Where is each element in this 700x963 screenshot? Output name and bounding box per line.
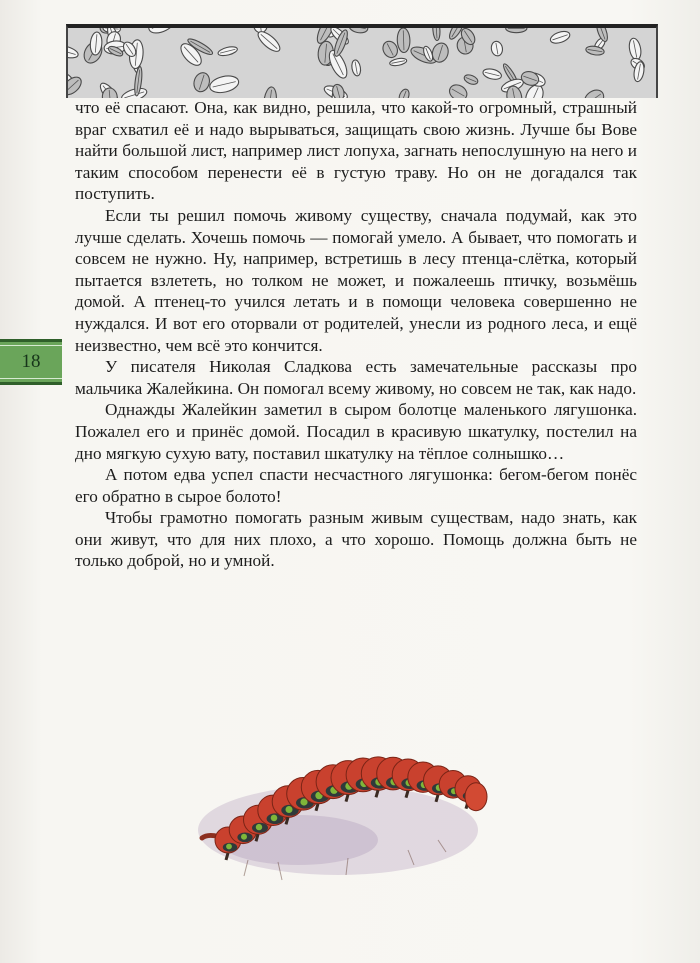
caterpillar-leg: [226, 853, 228, 860]
paragraph-5: А потом едва успел спасти несчастного лягушонка: бегом-бегом понёс его обратно в сырое болото!: [75, 465, 637, 506]
caterpillar-leg: [436, 795, 438, 802]
paragraph-3: У писателя Николая Сладкова есть замечательные рассказы про мальчика Жалейкина. Он помогал всему живому, но совсем не так, как надо.: [75, 357, 637, 398]
leaf-pattern-image: [68, 28, 656, 98]
caterpillar-spot: [256, 824, 262, 830]
caterpillar-spot: [286, 806, 293, 813]
caterpillar-leg: [346, 795, 348, 802]
caterpillar-leg: [406, 791, 408, 798]
caterpillar-head: [465, 783, 487, 811]
page-number: 18: [21, 351, 41, 372]
caterpillar-leg: [256, 834, 258, 841]
paragraph-6: Чтобы грамотно помогать разным живым существам, надо знать, как они живут, что для них плохо, а что хорошо. Помощь должна быть не только доброй, но и умной.: [75, 508, 637, 571]
paragraph-1: что её спасают. Она, как видно, решила, что какой-то огромный, страшный враг схватил её и надо вырываться, защищать свою жизнь. Лучше бы Вове найти большой лист, например лист лопуха, загнать непослушную на него и таким способом перенести её в густую траву. Но он не догадался так поступить.: [75, 98, 637, 204]
caterpillar-spot: [271, 815, 278, 822]
caterpillar-illustration: [188, 690, 508, 900]
caterpillar-leg: [376, 790, 378, 797]
page-number-tab: [0, 339, 62, 385]
paragraph-2: Если ты решил помочь живому существу, сначала подумай, как это лучше сделать. Хочешь помочь — помогай умело. А бывает, что помогать и совсем не нужно. Ну, например, встретишь в лесу птенца-слётка, который пытается взлететь, но толком не может, и пожалеешь птичку, возьмёшь домой. А птенец-то учился летать и в помощи человека совершенно не нуждался. И вот его оторвали от родителей, унесли из родного леса, и ещё неизвестно, чем всё это кончится.: [75, 205, 637, 355]
paragraph-4: Однажды Жалейкин заметил в сыром болотце маленького лягушонка. Пожалел его и принёс домой. Посадил в красивую шкатулку, постелил на дно мягкую сухую вату, поставил шкатулку на тёплое солнышко…: [75, 400, 637, 463]
caterpillar-spot: [241, 834, 247, 840]
caterpillar-leg: [316, 804, 318, 811]
leaf-shape: [506, 28, 527, 33]
caterpillar-spot: [226, 844, 232, 850]
leaf-pattern-header: [66, 24, 658, 98]
caterpillar-leg: [286, 817, 288, 824]
main-text: [75, 97, 637, 572]
